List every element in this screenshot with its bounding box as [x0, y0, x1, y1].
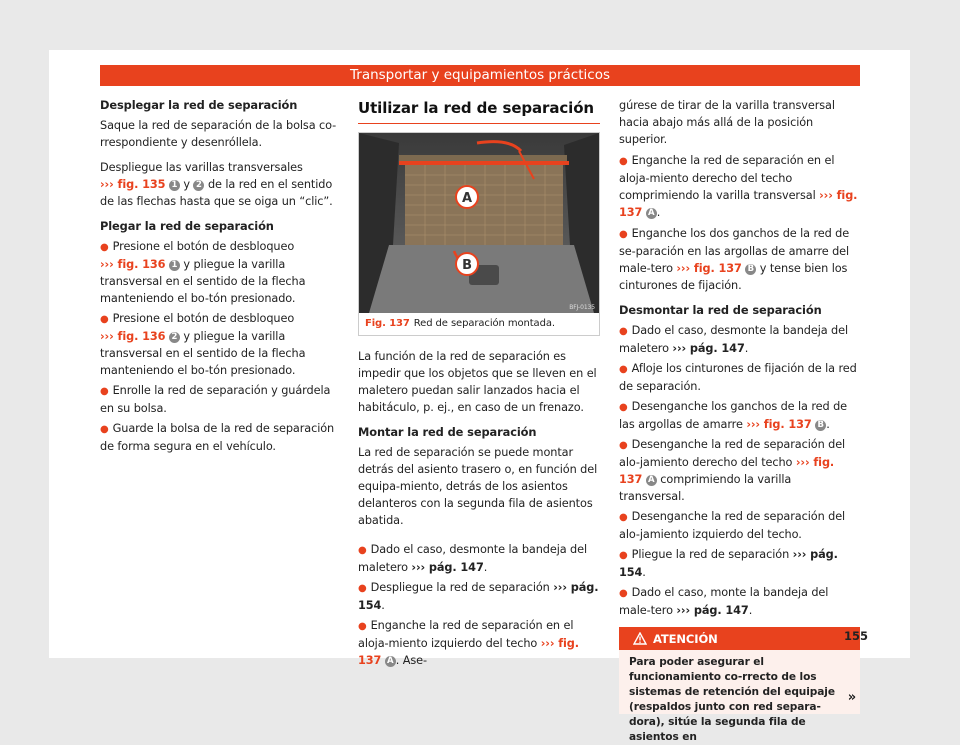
page-link[interactable]: ››› pág. 147: [411, 561, 484, 574]
column-left: [100, 97, 340, 463]
bullet-item: [358, 579, 600, 614]
bullet-item: [619, 436, 860, 505]
heading-mount-net: Montar la red de separación: [358, 425, 537, 439]
bullet-item: [619, 225, 860, 294]
bullet-icon: ●: [100, 242, 109, 253]
paragraph: La red de separación se puede montar detrás del asiento trasero o, en función del equipa-miento, detrás de los asientos delanteros con la segunda fila de asientos abatida.: [358, 446, 598, 527]
text: Enrolle la red de separación y guárdela en su bolsa.: [100, 384, 331, 415]
paragraph: [100, 159, 340, 210]
text: Dado el caso, desmonte la bandeja del maletero: [358, 543, 588, 574]
figure-link[interactable]: ››› fig. 137: [358, 637, 579, 667]
heading-deploy-net: Desplegar la red de separación: [100, 98, 298, 112]
figure-137: [358, 132, 600, 336]
callout-letter: B: [745, 264, 756, 275]
bullet-item: [100, 382, 340, 417]
continued-marker: »: [847, 690, 856, 705]
text: Enganche la red de separación en el aloja-miento derecho del techo comprimiendo la varilla transversal: [619, 154, 835, 202]
text: Desenganche la red de separación del alo-jamiento derecho del techo: [619, 438, 846, 469]
callout-number: 2: [169, 332, 180, 343]
section-title: Utilizar la red de separación: [358, 100, 600, 124]
chapter-header: Transportar y equipamientos prácticos: [100, 65, 860, 86]
figure-code: BFJ-0135: [569, 304, 595, 311]
callout-number: 1: [169, 180, 180, 191]
text: Desenganche la red de separación del alo-jamiento izquierdo del techo.: [619, 510, 846, 541]
text: .: [642, 566, 646, 579]
text: Desenganche los ganchos de la red de las argollas de amarre: [619, 400, 847, 431]
warning-title: ATENCIÓN: [653, 632, 718, 646]
text: . Ase-: [395, 654, 428, 667]
bullet-item: [619, 152, 860, 221]
page-link[interactable]: ››› pág. 147: [672, 342, 745, 355]
bullet-icon: ●: [619, 326, 628, 337]
bullet-icon: ●: [358, 583, 367, 594]
text: Enganche los dos ganchos de la red de se-paración en las argollas de amarre del male-tero: [619, 227, 850, 275]
text: Despliegue la red de separación: [370, 581, 554, 594]
text: .: [656, 206, 661, 219]
warning-header: [619, 628, 860, 650]
column-middle: [358, 100, 600, 677]
bullet-item: [100, 420, 340, 455]
page-link[interactable]: ››› pág. 147: [676, 604, 749, 617]
paragraph: La función de la red de separación es impedir que los objetos que se lleven en el maletero puedan salir lanzados hacia el habitáculo, p. ej., en caso de un frenazo.: [358, 350, 597, 414]
callout-number: 2: [193, 180, 204, 191]
callout-letter: A: [646, 208, 657, 219]
bullet-icon: ●: [100, 314, 109, 325]
figure-link[interactable]: ››› fig. 136: [100, 258, 166, 271]
text: Dado el caso, monte la bandeja del male-tero: [619, 586, 829, 617]
warning-text: Para poder asegurar el funcionamiento co-rrecto de los sistemas de retención del equipaje (respaldos junto con red separa-dora), sitúe la segunda fila de asientos en: [629, 656, 835, 743]
bullet-icon: ●: [358, 545, 367, 556]
figure-link[interactable]: ››› fig. 137: [619, 189, 858, 219]
text: Despliegue las varillas transversales: [100, 161, 303, 174]
bullet-icon: ●: [100, 386, 109, 397]
text: Presione el botón de desbloqueo: [112, 240, 295, 253]
heading-fold-net: Plegar la red de separación: [100, 219, 274, 233]
text: Dado el caso, desmonte la bandeja del maletero: [619, 324, 849, 355]
figure-number: Fig. 137: [365, 318, 410, 329]
bullet-item: [358, 617, 600, 669]
bullet-item: [100, 310, 340, 379]
text: Guarde la bolsa de la red de separación de forma segura en el vehículo.: [100, 422, 335, 453]
text: Presione el botón de desbloqueo: [112, 312, 295, 325]
heading-dismount-net: Desmontar la red de separación: [619, 303, 822, 317]
bullet-icon: ●: [619, 229, 628, 240]
figure-link[interactable]: ››› fig. 137: [746, 418, 812, 431]
callout-letter: A: [385, 656, 396, 667]
text: Pliegue la red de separación: [631, 548, 793, 561]
figure-link[interactable]: ››› fig. 137: [676, 262, 742, 275]
bullet-item: [100, 238, 340, 307]
page-link[interactable]: ››› pág. 154: [619, 548, 838, 579]
bullet-icon: ●: [619, 402, 628, 413]
bullet-icon: ●: [100, 424, 109, 435]
bullet-icon: ●: [619, 512, 628, 523]
text: y pliegue la varilla transversal en el sentido de la flecha manteniendo el bo-tón presionado.: [100, 330, 306, 377]
text: Afloje los cinturones de fijación de la red de separación.: [619, 362, 857, 393]
bullet-icon: ●: [619, 364, 628, 375]
column-right: [619, 97, 860, 743]
page-number: 155: [844, 629, 869, 643]
bullet-item: [619, 584, 860, 619]
bullet-item: [619, 546, 860, 581]
bullet-item: [619, 322, 860, 357]
bullet-icon: ●: [619, 550, 628, 561]
callout-letter: B: [815, 420, 826, 431]
text: Red de separación montada.: [413, 318, 555, 329]
bullet-item: [619, 360, 860, 395]
callout-letter: A: [646, 475, 657, 486]
figure-label-b: B: [462, 258, 472, 273]
text: y pliegue la varilla transversal en el sentido de la flecha manteniendo el bo-tón presionado.: [100, 258, 306, 305]
bullet-item: [358, 541, 600, 576]
bullet-icon: ●: [358, 621, 367, 632]
figure-link[interactable]: ››› fig. 135: [100, 178, 166, 191]
figure-link[interactable]: ››› fig. 136: [100, 330, 166, 343]
paragraph: Saque la red de separación de la bolsa co-rrespondiente y desenróllela.: [100, 119, 337, 149]
text: comprimiendo la varilla transversal.: [619, 473, 792, 503]
text: de la red en el sentido de las flechas hasta que se oiga un “clic”.: [100, 178, 333, 208]
callout-number: 1: [169, 260, 180, 271]
text: Enganche la red de separación en el aloja-miento izquierdo del techo: [358, 619, 574, 650]
bullet-icon: ●: [619, 156, 628, 167]
bullet-icon: ●: [619, 588, 628, 599]
text: .: [381, 599, 385, 612]
bullet-item: [619, 508, 860, 543]
bullet-item: [619, 398, 860, 433]
figure-caption: [359, 313, 599, 335]
text: .: [483, 561, 488, 574]
figure-link[interactable]: ››› fig. 137: [619, 456, 835, 486]
warning-box: [619, 627, 860, 743]
page-link[interactable]: ››› pág. 154: [358, 581, 599, 612]
paragraph: gúrese de tirar de la varilla transversal hacia abajo más allá de la posición superior.: [619, 99, 835, 146]
trunk-net-illustration: [359, 133, 599, 313]
text: .: [748, 604, 753, 617]
bullet-icon: ●: [619, 440, 628, 451]
text: .: [744, 342, 749, 355]
warning-triangle-icon: [633, 632, 647, 645]
text: .: [826, 418, 830, 431]
figure-label-a: A: [462, 191, 472, 206]
text: y tense bien los cinturones de fijación.: [619, 262, 848, 292]
text: y: [179, 178, 194, 191]
